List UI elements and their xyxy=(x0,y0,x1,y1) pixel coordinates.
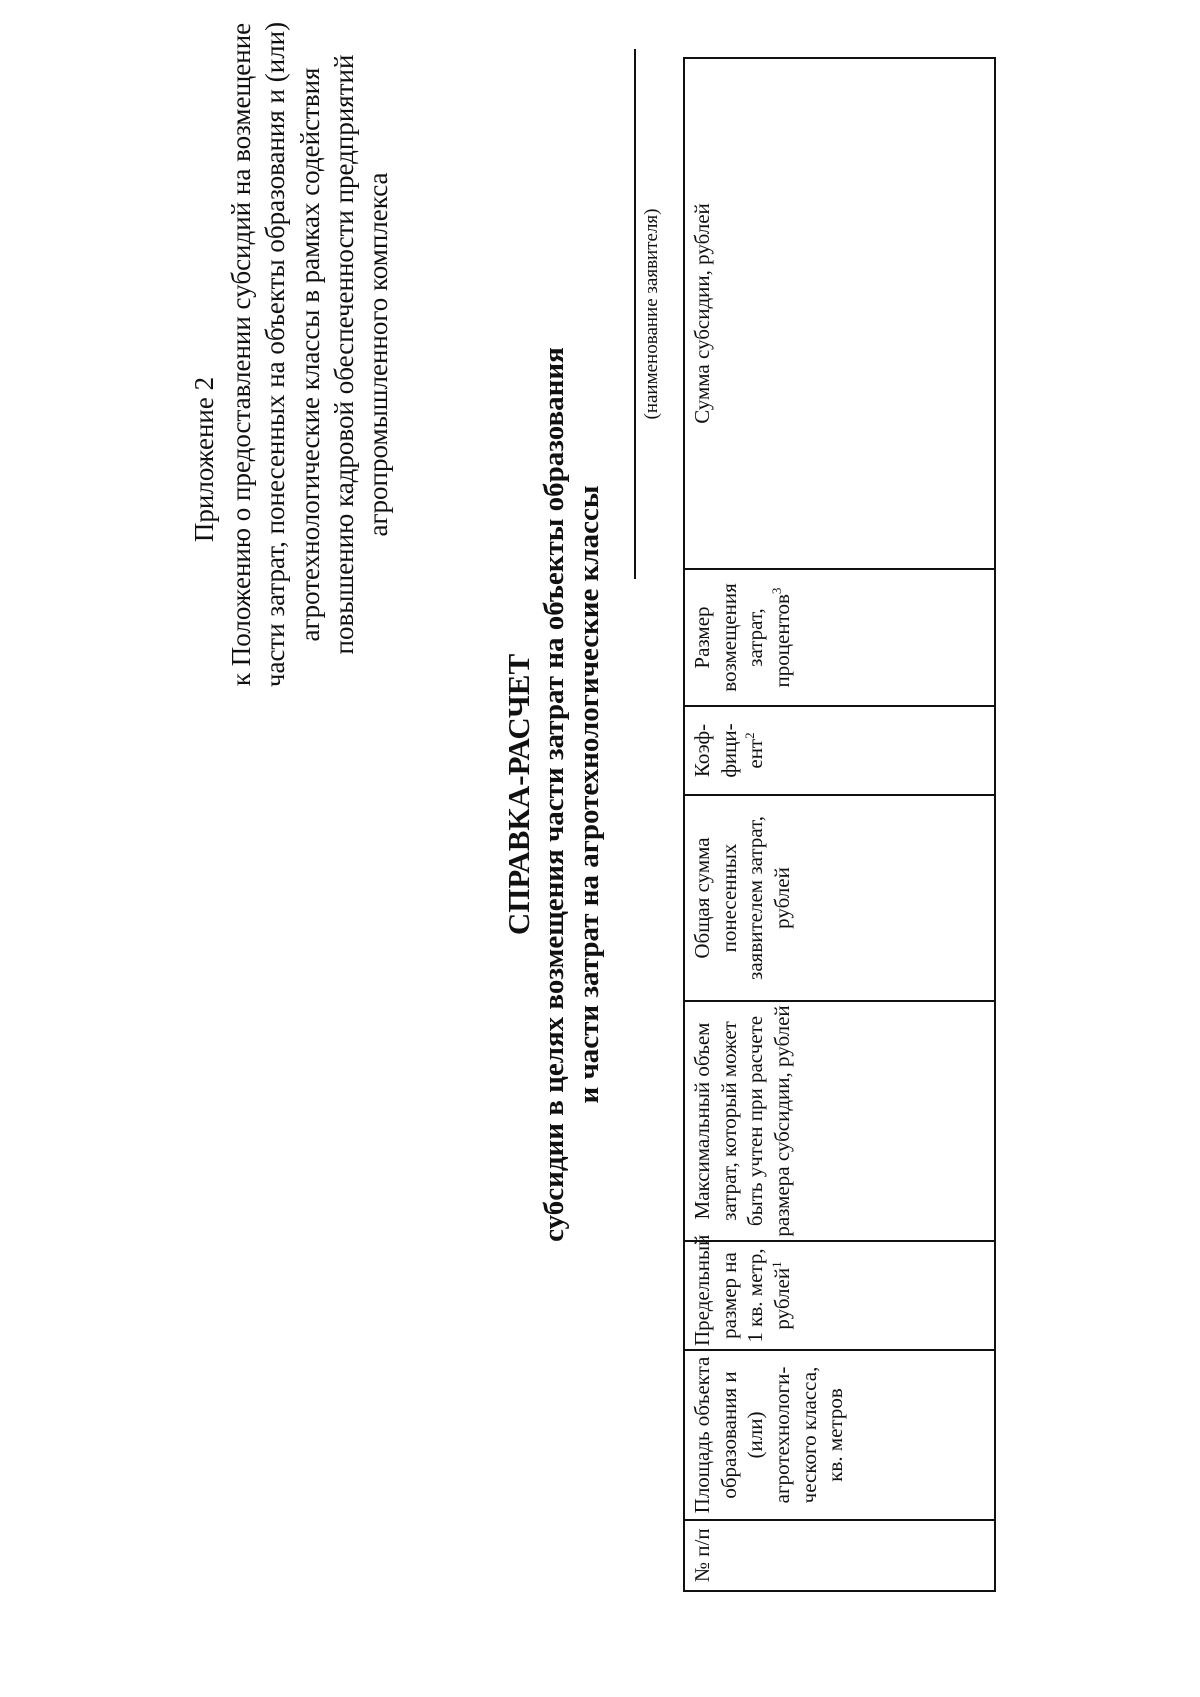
subtitle-line: и части затрат на агротехнологические классы xyxy=(573,485,606,1104)
applicant-name-line xyxy=(634,49,636,579)
appendix-title: Приложение 2 xyxy=(189,376,219,543)
appendix-line: агропромышленного комплекса xyxy=(363,172,394,537)
appendix-line: агротехнологические классы в рамках содействия xyxy=(294,67,325,642)
column-header-reimbursement-percent: Размер возмещения затрат, процентов$^3$ xyxy=(684,569,995,706)
appendix-line: повышению кадровой обеспеченности предприятий xyxy=(328,54,359,655)
footnote-mark: 2 xyxy=(742,732,758,739)
column-header-subsidy-amount: Сумма субсидии, рублей xyxy=(684,58,995,569)
column-header-total-costs: Общая сумма понесенных заявителем затрат, рублей xyxy=(684,795,995,1001)
column-header-coefficient: Коэф- фици- ент$^2$ xyxy=(684,706,995,795)
column-header-max-costs: Максимальный объем затрат, который может быть учтен при расчете размера субсидии, рублей xyxy=(684,1001,995,1241)
applicant-name-caption: (наименование заявителя) xyxy=(641,208,662,420)
column-header-limit-per-sqm: Предельный размер на 1 кв. метр, рублей$^1$ xyxy=(684,1241,995,1350)
document-subtitle xyxy=(537,0,608,1697)
subtitle-line: субсидии в целях возмещения части затрат на объекты образования xyxy=(538,347,570,1242)
calculation-table xyxy=(683,57,996,1592)
column-header-number: № п/п xyxy=(684,1520,995,1591)
table-header-row xyxy=(684,58,995,1591)
appendix-line: части затрат, понесенных на объекты образования и (или) xyxy=(260,21,291,688)
document-title: СПРАВКА-РАСЧЕТ xyxy=(501,653,536,936)
appendix-reference xyxy=(224,0,395,737)
appendix-line: к Положению о предоставлении субсидий на возмещение xyxy=(226,22,256,687)
column-header-area: Площадь объекта образования и (или) агротехнологи- ческого класса, кв. метров xyxy=(684,1350,995,1520)
footnote-mark: 1 xyxy=(768,1261,784,1268)
footnote-mark: 3 xyxy=(768,587,784,595)
